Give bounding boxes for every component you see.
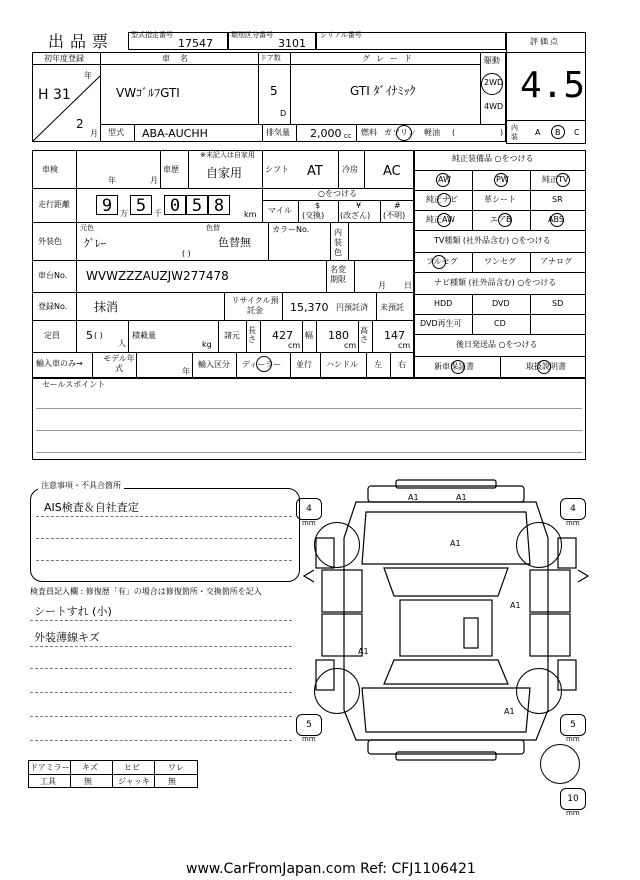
score-value: 4.5 [520, 65, 586, 106]
inspection-label: 車検 [42, 165, 58, 174]
docs-selected-circle [537, 360, 551, 374]
nav-title: ナビ種類 (社外品含む) ○をつける [434, 278, 557, 287]
drive-2wd: 2WD [484, 78, 504, 87]
interior-a: A [535, 128, 541, 137]
tread-rear-left: 5 [296, 714, 322, 736]
nav-cd: CD [494, 319, 506, 328]
notes-text: AIS検査＆自社査定 [44, 501, 139, 514]
ac-label: 冷房 [342, 165, 358, 174]
fuel-label: 燃料 [361, 128, 377, 137]
capacity-value: 5 [86, 329, 93, 342]
equip-genuine-aw: 純正AW [426, 215, 455, 224]
shift-value: AT [307, 164, 323, 179]
doors-label: ドア数 [260, 54, 281, 62]
tampered-label: (改ざん) [340, 211, 371, 220]
interior-b: B [555, 128, 561, 137]
load-label: 積載量 [132, 331, 156, 340]
docs-selected-circle [451, 360, 465, 374]
equip-selected-circle [550, 213, 564, 227]
handle-label: ハンドル [326, 360, 358, 369]
model-value: ABA-AUCHH [142, 127, 208, 140]
page-title: 出品票 [48, 32, 115, 51]
equip-selected-circle [556, 173, 570, 187]
equip-pw: PW [496, 175, 509, 184]
interior-label: 内装 [511, 124, 518, 141]
mile-label: マイル [268, 206, 292, 215]
drive-label: 駆動 [484, 56, 500, 65]
vin-value: WVWZZZAUZJW277478 [86, 269, 229, 283]
handle-left: 左 [374, 360, 382, 369]
doors-value: 5 [270, 84, 278, 98]
tread-spare: 10 [560, 788, 586, 810]
diesel-label: 軽油 [424, 128, 440, 137]
nav-sd: SD [552, 299, 564, 308]
interior-color-label: 内装色 [334, 228, 342, 257]
wheel-front-left [314, 522, 360, 568]
wheel-rear-left [314, 668, 360, 714]
docs-title: 後日発送品 ○をつける [456, 340, 538, 349]
tread-rear-right: 5 [560, 714, 586, 736]
damage-mark: A1 [504, 707, 515, 716]
nav-dvd-play: DVD再生可 [420, 319, 462, 328]
equip-abs: ABS [548, 215, 564, 224]
footer-watermark: www.CarFromJapan.com Ref: CFJ1106421 [186, 861, 476, 877]
color-no-label: カラーNo. [272, 225, 310, 234]
recycle-label: リサイクル預託金 [231, 296, 279, 315]
ac-value: AC [383, 164, 401, 179]
type-cert-no: 17547 [178, 37, 213, 50]
genuine-title: 純正装備品 ○をつける [452, 154, 534, 163]
nav-hdd: HDD [434, 299, 453, 308]
exchange-label: (交換) [302, 211, 325, 220]
first-reg-label: 初年度登録 [44, 54, 84, 63]
sales-point-box [32, 378, 586, 460]
grade-value: GTI ﾀﾞｲﾅﾐｯｸ [350, 84, 416, 98]
equip-selected-circle [498, 213, 512, 227]
fuel-selected-circle [396, 125, 412, 141]
nav-dvd: DVD [492, 299, 510, 308]
interior-c: C [574, 128, 580, 137]
equip-airbag: エアB [490, 215, 512, 224]
damage-mark: A1 [450, 539, 461, 548]
wheel-spare [540, 744, 580, 784]
sales-point-label: セールスポイント [42, 380, 106, 389]
capacity-label: 定員 [44, 331, 60, 340]
first-reg-year: H 31 [38, 87, 71, 103]
drive-4wd: 4WD [484, 102, 504, 111]
tread-front-right: 4 [560, 498, 586, 520]
category-no: 3101 [278, 37, 306, 50]
displacement-label: 排気量 [266, 128, 290, 137]
shift-label: シフト [265, 165, 289, 174]
mileage-label: 走行距離 [38, 200, 70, 209]
equip-aw: AW [438, 175, 451, 184]
repaint-value: 色替無 [218, 236, 251, 249]
notes-item: シートすれ (小) [34, 605, 112, 618]
recycle-unpaid: 未預託 [380, 303, 404, 312]
import-label: 輸入車のみ→ [36, 359, 83, 368]
usage-label: 車歴 [163, 165, 179, 174]
grade-label: グレード [362, 54, 418, 63]
equip-navi: 純正ナビ [426, 195, 458, 204]
equip-selected-circle [494, 173, 508, 187]
notes-label: 注意事項・不具合箇所 [38, 482, 124, 490]
score-label: 評価点 [530, 37, 560, 46]
tv-title: TV種類 (社外品含む) ○をつける [434, 236, 551, 245]
dealer-label: ディーラー [242, 360, 282, 369]
damage-mark: A1 [408, 493, 419, 502]
recycle-value: 15,370 [290, 301, 329, 314]
dealer-selected-circle [256, 356, 272, 372]
damage-mark: A1 [456, 493, 467, 502]
damage-mark: A1 [358, 647, 369, 656]
handle-right: 右 [398, 360, 406, 369]
tv-selected-circle [432, 255, 446, 269]
details-block [32, 150, 414, 378]
serial-label: シリアル番号 [320, 31, 362, 39]
equip-sr: SR [552, 195, 563, 204]
parallel-label: 並行 [296, 360, 312, 369]
dims-label: 諸元 [224, 331, 240, 340]
tv-fullseg: フルセグ [426, 257, 458, 266]
length-value: 427 [272, 329, 293, 342]
color-label: 外装色 [38, 237, 62, 246]
notes-item: 外装薄線キズ [34, 631, 100, 644]
docs-warranty: 新車保証書 [434, 362, 474, 371]
equip-selected-circle [437, 193, 451, 207]
mileage-digit: 0 [164, 195, 186, 215]
equip-selected-circle [437, 213, 451, 227]
registration-label: 登録No. [38, 302, 68, 311]
wheel-front-right [516, 522, 562, 568]
first-reg-month: 2 [76, 117, 84, 131]
model-label: 型式 [108, 128, 124, 137]
tv-oneseg: ワンセグ [484, 257, 516, 266]
import-type-label: 輸入区分 [198, 360, 230, 369]
type-cert-label: 型式指定番号 [131, 31, 173, 39]
tread-front-left: 4 [296, 498, 322, 520]
height-value: 147 [384, 329, 405, 342]
color-value: ｸﾞﾚｰ [84, 237, 106, 250]
docs-manual: 取扱説明書 [526, 362, 566, 371]
name-change-label: 名変期限 [330, 265, 346, 284]
name-label: 車名 [162, 54, 198, 63]
width-value: 180 [328, 329, 349, 342]
fuel-value: ガソリン [384, 128, 416, 137]
car-name: VWｺﾞﾙﾌGTI [116, 86, 180, 100]
equip-tv: 純正TV [542, 175, 569, 184]
mileage-digit: 5 [130, 195, 152, 215]
equip-selected-circle [436, 173, 450, 187]
unknown-label: (不明) [383, 211, 406, 220]
wheel-rear-right [516, 668, 562, 714]
damage-mark: A1 [510, 601, 521, 610]
category-label: 類別区分番号 [231, 31, 273, 39]
equip-leather: 革シート [484, 195, 516, 204]
mileage-digit: 8 [208, 195, 230, 215]
mileage-digit: 9 [96, 195, 118, 215]
tv-analog: アナログ [540, 257, 572, 266]
inspector-label: 検査員記入欄 : 修復歴「有」の場合は修復箇所・交換箇所を記入 [30, 587, 262, 596]
vin-label: 車台No. [38, 271, 68, 280]
usage-note: ※未記入は自家用 [200, 151, 255, 159]
registration-value: 抹消 [94, 300, 119, 314]
model-year-label: モデル年式 [103, 354, 135, 373]
mileage-digit: 5 [186, 195, 208, 215]
displacement-value: 2,000 [310, 127, 342, 140]
mileage-note: ○をつける [318, 189, 357, 198]
usage-value: 自家用 [206, 166, 243, 180]
